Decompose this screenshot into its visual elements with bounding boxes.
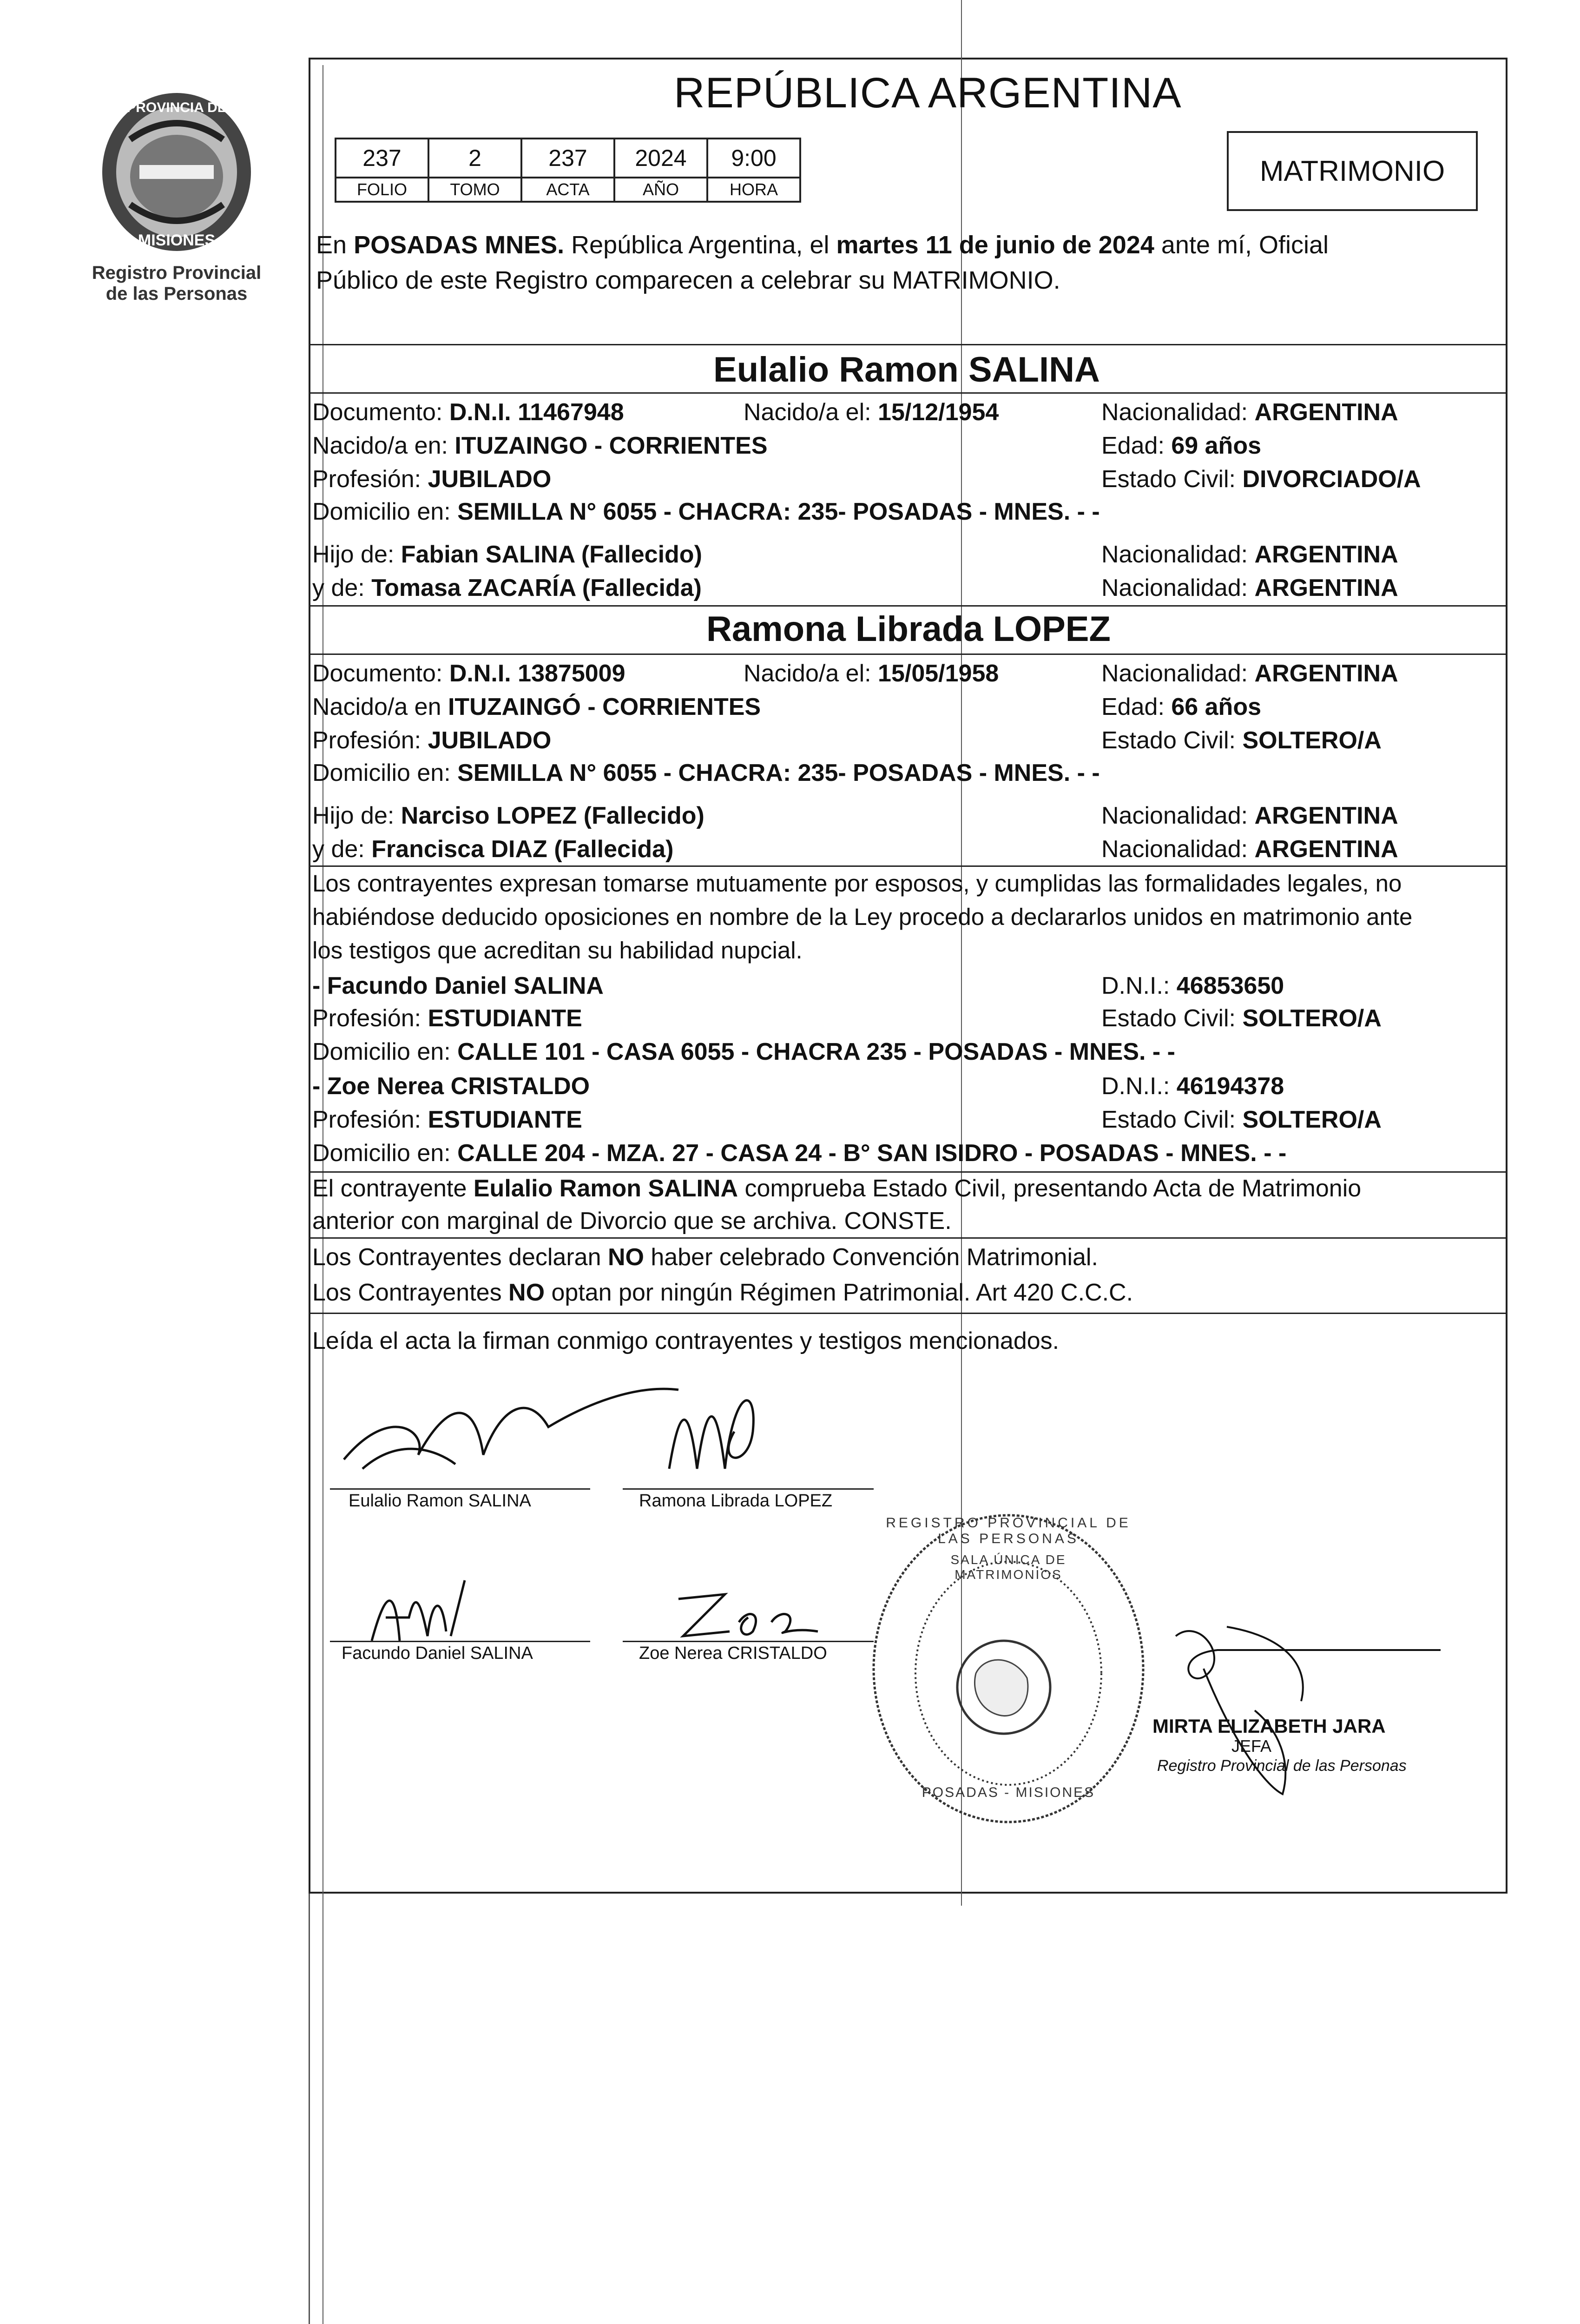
folio-value: 237 bbox=[336, 139, 428, 178]
divider-person2-bottom bbox=[309, 865, 1508, 867]
witness2-dni: D.N.I.: 46194378 bbox=[1101, 1073, 1284, 1100]
tomo-value: 2 bbox=[428, 139, 521, 178]
document-title: REPÚBLICA ARGENTINA bbox=[674, 69, 1182, 117]
person2-madre-nacionalidad: Nacionalidad: ARGENTINA bbox=[1101, 836, 1398, 863]
divider-person2-title bbox=[309, 654, 1508, 655]
tomo-label: TOMO bbox=[428, 178, 521, 202]
person2-nacionalidad: Nacionalidad: ARGENTINA bbox=[1101, 660, 1398, 687]
signature-line-3 bbox=[330, 1641, 590, 1642]
declaration-line1: Los contrayentes expresan tomarse mutuamente por esposos, y cumplidas las formalidades legales, no bbox=[312, 870, 1402, 897]
register-table bbox=[335, 138, 801, 203]
person1-padre-nacionalidad: Nacionalidad: ARGENTINA bbox=[1101, 541, 1398, 568]
signature-line-4 bbox=[623, 1641, 874, 1642]
person1-nacido: Nacido/a el: 15/12/1954 bbox=[744, 399, 999, 426]
registry-caption-line2: de las Personas bbox=[105, 284, 248, 304]
signature-label-3: Facundo Daniel SALINA bbox=[342, 1644, 533, 1663]
person2-nacido: Nacido/a el: 15/05/1958 bbox=[744, 660, 999, 687]
person2-padre-nacionalidad: Nacionalidad: ARGENTINA bbox=[1101, 802, 1398, 829]
seal-text-bottom: MISIONES bbox=[138, 231, 216, 249]
acta-value: 237 bbox=[521, 139, 614, 178]
official-name: MIRTA ELIZABETH JARA bbox=[1152, 1715, 1386, 1737]
person1-nacionalidad: Nacionalidad: ARGENTINA bbox=[1101, 399, 1398, 426]
witness2-profesion: Profesión: ESTUDIANTE bbox=[312, 1106, 582, 1133]
folio-label: FOLIO bbox=[336, 178, 428, 202]
witness1-dni: D.N.I.: 46853650 bbox=[1101, 972, 1284, 999]
person1-edad: Edad: 69 años bbox=[1101, 432, 1261, 459]
signature-2-scribble bbox=[660, 1376, 771, 1487]
hora-label: HORA bbox=[707, 178, 800, 202]
witness2-domicilio: Domicilio en: CALLE 204 - MZA. 27 - CASA 24 - B° SAN ISIDRO - POSADAS - MNES. - - bbox=[312, 1140, 1287, 1167]
person1-documento: Documento: D.N.I. 11467948 bbox=[312, 399, 624, 426]
official-org: Registro Provincial de las Personas bbox=[1157, 1757, 1407, 1775]
closing-statement: Leída el acta la firman conmigo contrayentes y testigos mencionados. bbox=[312, 1327, 1060, 1354]
signature-line-1 bbox=[330, 1488, 590, 1490]
declaration-line2: habiéndose deducido oposiciones en nombre de la Ley procedo a declararlos unidos en matrimonio ante bbox=[312, 904, 1413, 930]
hora-value: 9:00 bbox=[707, 139, 800, 178]
witness1-estado: Estado Civil: SOLTERO/A bbox=[1101, 1005, 1382, 1032]
person2-domicilio: Domicilio en: SEMILLA N° 6055 - CHACRA: 235- POSADAS - MNES. - - bbox=[312, 759, 1100, 786]
witness2-name: - Zoe Nerea CRISTALDO bbox=[312, 1073, 590, 1100]
signature-label-4: Zoe Nerea CRISTALDO bbox=[639, 1644, 827, 1663]
signature-3-scribble bbox=[367, 1571, 469, 1650]
divider-notes-bottom bbox=[309, 1313, 1508, 1314]
person1-profesion: Profesión: JUBILADO bbox=[312, 466, 552, 493]
anio-value: 2024 bbox=[614, 139, 707, 178]
divider-note1-bottom bbox=[309, 1237, 1508, 1239]
witness1-domicilio: Domicilio en: CALLE 101 - CASA 6055 - CHACRA 235 - POSADAS - MNES. - - bbox=[312, 1038, 1175, 1065]
person1-madre: y de: Tomasa ZACARÍA (Fallecida) bbox=[312, 574, 702, 601]
person2-profesion: Profesión: JUBILADO bbox=[312, 727, 552, 754]
intro-text-c: ante mí, Oficial bbox=[1154, 231, 1329, 259]
witness2-estado: Estado Civil: SOLTERO/A bbox=[1101, 1106, 1382, 1133]
stamp-bottom-text: POSADAS - MISIONES bbox=[922, 1785, 1095, 1800]
intro-date: martes 11 de junio de 2024 bbox=[836, 231, 1154, 259]
intro-place: POSADAS MNES. bbox=[354, 231, 565, 259]
anio-label: AÑO bbox=[614, 178, 707, 202]
acta-label: ACTA bbox=[521, 178, 614, 202]
stamp-ring-text: REGISTRO PROVINCIAL DE LAS PERSONAS bbox=[886, 1515, 1131, 1546]
act-type-badge: MATRIMONIO bbox=[1227, 131, 1478, 211]
divider-header bbox=[309, 344, 1508, 345]
intro-text-b: República Argentina, el bbox=[564, 231, 836, 259]
person2-edad: Edad: 66 años bbox=[1101, 693, 1261, 720]
person2-documento: Documento: D.N.I. 13875009 bbox=[312, 660, 625, 687]
note-civil-status-line1: El contrayente Eulalio Ramon SALINA comprueba Estado Civil, presentando Acta de Matrimonio bbox=[312, 1175, 1362, 1202]
signature-4-scribble bbox=[669, 1580, 836, 1645]
divider-witnesses-bottom bbox=[309, 1171, 1508, 1173]
person2-name: Ramona Librada LOPEZ bbox=[706, 609, 1111, 649]
person2-estado: Estado Civil: SOLTERO/A bbox=[1101, 727, 1382, 754]
person2-lugar: Nacido/a en ITUZAINGÓ - CORRIENTES bbox=[312, 693, 761, 720]
intro-line1 bbox=[316, 231, 1329, 259]
witness1-profesion: Profesión: ESTUDIANTE bbox=[312, 1005, 582, 1032]
signature-label-2: Ramona Librada LOPEZ bbox=[639, 1491, 833, 1511]
signature-label-1: Eulalio Ramon SALINA bbox=[349, 1491, 531, 1511]
person1-name: Eulalio Ramon SALINA bbox=[713, 350, 1100, 390]
intro-line2: Público de este Registro comparecen a celebrar su MATRIMONIO. bbox=[316, 266, 1060, 294]
person1-domicilio: Domicilio en: SEMILLA N° 6055 - CHACRA: 235- POSADAS - MNES. - - bbox=[312, 498, 1100, 525]
person1-padre: Hijo de: Fabian SALINA (Fallecido) bbox=[312, 541, 702, 568]
official-role: JEFA bbox=[1231, 1736, 1272, 1756]
stamp-inner-text: SALA ÚNICA DE MATRIMONIOS bbox=[950, 1552, 1066, 1582]
person1-estado: Estado Civil: DIVORCIADO/A bbox=[1101, 466, 1421, 493]
note-regime: Los Contrayentes NO optan por ningún Régimen Patrimonial. Art 420 C.C.C. bbox=[312, 1279, 1133, 1306]
person1-lugar: Nacido/a en: ITUZAINGO - CORRIENTES bbox=[312, 432, 768, 459]
intro-text-a: En bbox=[316, 231, 354, 259]
declaration-line3: los testigos que acreditan su habilidad nupcial. bbox=[312, 937, 803, 964]
witness1-name: - Facundo Daniel SALINA bbox=[312, 972, 604, 999]
registry-caption-line1: Registro Provincial bbox=[92, 263, 262, 283]
signature-1-scribble bbox=[335, 1376, 688, 1487]
person2-madre: y de: Francisca DIAZ (Fallecida) bbox=[312, 836, 674, 863]
margin-line bbox=[309, 1894, 310, 2324]
signature-line-2 bbox=[623, 1488, 874, 1490]
person2-padre: Hijo de: Narciso LOPEZ (Fallecido) bbox=[312, 802, 704, 829]
note-civil-status-line2: anterior con marginal de Divorcio que se archiva. CONSTE. bbox=[312, 1208, 952, 1235]
person1-madre-nacionalidad: Nacionalidad: ARGENTINA bbox=[1101, 574, 1398, 601]
note-convention: Los Contrayentes declaran NO haber celebrado Convención Matrimonial. bbox=[312, 1244, 1098, 1271]
divider-person1-title bbox=[309, 392, 1508, 394]
divider-person1-bottom bbox=[309, 605, 1508, 607]
seal-text-top: PROVINCIA DE bbox=[126, 100, 227, 115]
